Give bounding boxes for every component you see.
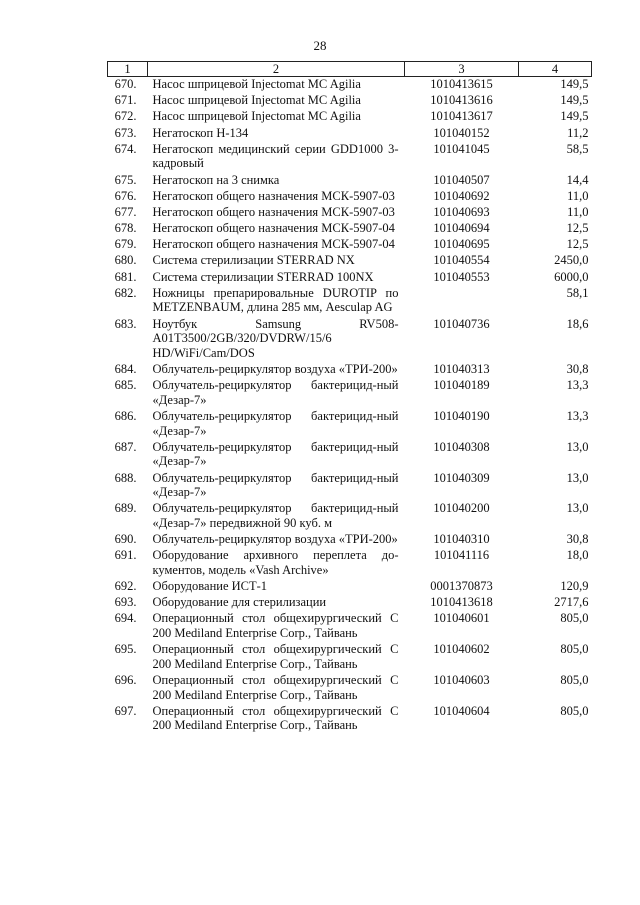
row-number: 697. bbox=[114, 703, 137, 718]
row-number: 686. bbox=[114, 408, 137, 423]
item-name: Насос шприцевой Injectomat MC Agilia bbox=[152, 93, 361, 108]
inventory-code: 101040553 bbox=[433, 269, 490, 284]
item-name: Облучатель-рециркулятор воздуха «ТРИ-200» bbox=[152, 532, 398, 547]
table-row bbox=[108, 673, 592, 704]
table-row bbox=[108, 270, 592, 286]
table-row bbox=[108, 579, 592, 595]
item-name: Операционный стол общехирургический С 200 Mediland Enterprise Corp., Тайвань bbox=[152, 703, 399, 733]
item-name: Оборудование архивного переплета до-кументов, модель «Vash Archive» bbox=[152, 548, 399, 577]
inventory-code: 101040554 bbox=[433, 253, 490, 268]
row-number: 694. bbox=[114, 611, 137, 626]
item-value: 12,5 bbox=[566, 237, 589, 252]
table-row bbox=[108, 362, 592, 378]
table-row bbox=[108, 532, 592, 548]
item-name: Негатоскоп на 3 снимка bbox=[152, 172, 280, 187]
item-name: Операционный стол общехирургический С 200 Mediland Enterprise Corp., Тайвань bbox=[152, 611, 399, 641]
table-row bbox=[108, 93, 592, 109]
table-row bbox=[108, 237, 592, 253]
item-value: 18,6 bbox=[566, 316, 589, 331]
row-number: 693. bbox=[114, 595, 137, 610]
item-name: Ножницы препарировальные DUROTIP по METZENBAUM, длина 285 мм, Aesculap AG bbox=[152, 285, 399, 315]
inventory-code: 101040152 bbox=[433, 125, 490, 140]
inventory-code: 101040736 bbox=[433, 316, 490, 331]
item-value: 13,0 bbox=[566, 439, 589, 454]
item-name: Система стерилизации STERRAD 100NX bbox=[152, 269, 374, 284]
inventory-code: 101040601 bbox=[433, 611, 490, 626]
item-value: 58,1 bbox=[566, 285, 589, 300]
equipment-table bbox=[107, 61, 592, 735]
item-name: Операционный стол общехирургический С 200 Mediland Enterprise Corp., Тайвань bbox=[152, 642, 399, 671]
item-value: 58,5 bbox=[566, 141, 589, 156]
item-value: 11,0 bbox=[567, 188, 589, 203]
item-name: Оборудование для стерилизации bbox=[152, 595, 327, 610]
item-value: 14,4 bbox=[566, 172, 589, 187]
row-number: 676. bbox=[114, 188, 137, 203]
item-value: 805,0 bbox=[560, 642, 589, 657]
row-number: 682. bbox=[114, 285, 137, 300]
item-name: Система стерилизации STERRAD NX bbox=[152, 253, 355, 268]
item-value: 11,0 bbox=[567, 204, 589, 219]
item-name: Негатоскоп общего назначения МСК-5907-03 bbox=[152, 204, 395, 219]
item-name: Насос шприцевой Injectomat MC Agilia bbox=[152, 77, 361, 91]
row-number: 681. bbox=[114, 269, 137, 284]
inventory-code: 101040309 bbox=[433, 470, 490, 485]
table-row bbox=[108, 286, 592, 317]
row-number: 678. bbox=[114, 221, 137, 236]
item-value: 11,2 bbox=[567, 125, 589, 140]
table-row bbox=[108, 77, 592, 94]
item-name: Облучатель-рециркулятор бактерицид-ный «Дезар-7» bbox=[152, 378, 399, 407]
item-value: 13,0 bbox=[566, 470, 589, 485]
table-row bbox=[108, 471, 592, 502]
row-number: 679. bbox=[114, 237, 137, 252]
item-value: 805,0 bbox=[560, 673, 589, 687]
page-number: 28 bbox=[313, 38, 327, 53]
item-value: 2450,0 bbox=[554, 253, 589, 268]
inventory-code: 101040189 bbox=[433, 378, 490, 393]
item-value: 13,3 bbox=[566, 408, 589, 423]
item-name: Операционный стол общехирургический С 200 Mediland Enterprise Corp., Тайвань bbox=[152, 673, 399, 702]
item-value: 12,5 bbox=[566, 221, 589, 236]
inventory-code: 101040507 bbox=[433, 172, 490, 187]
row-number: 688. bbox=[114, 470, 137, 485]
table-row bbox=[108, 189, 592, 205]
item-value: 2717,6 bbox=[554, 595, 589, 610]
row-number: 673. bbox=[114, 125, 137, 140]
table-row bbox=[108, 142, 592, 173]
item-value: 149,5 bbox=[560, 77, 589, 91]
inventory-code: 101040695 bbox=[433, 237, 490, 252]
row-number: 670. bbox=[114, 77, 137, 91]
inventory-code: 101040308 bbox=[433, 439, 490, 454]
item-name: Облучатель-рециркулятор бактерицид-ный «Дезар-7» bbox=[152, 439, 399, 469]
table-row bbox=[108, 253, 592, 269]
row-number: 690. bbox=[114, 532, 137, 547]
inventory-code: 101040603 bbox=[433, 673, 490, 687]
column-header-2: 2 bbox=[148, 62, 405, 77]
inventory-code: 101040693 bbox=[433, 204, 490, 219]
table-header bbox=[108, 62, 592, 77]
table-row bbox=[108, 378, 592, 409]
row-number: 671. bbox=[114, 93, 137, 108]
table-row bbox=[108, 704, 592, 735]
item-value: 805,0 bbox=[560, 703, 589, 718]
item-value: 149,5 bbox=[560, 93, 589, 108]
item-name: Облучатель-рециркулятор бактерицид-ный «Дезар-7» bbox=[152, 408, 399, 438]
item-value: 805,0 bbox=[560, 611, 589, 626]
table-row bbox=[108, 611, 592, 642]
inventory-code: 101040310 bbox=[433, 532, 490, 547]
item-value: 13,0 bbox=[566, 501, 589, 516]
table-row bbox=[108, 205, 592, 221]
item-name: Негатоскоп Н-134 bbox=[152, 125, 249, 140]
table-row bbox=[108, 109, 592, 125]
item-name: Насос шприцевой Injectomat MC Agilia bbox=[152, 109, 361, 124]
item-value: 120,9 bbox=[560, 579, 589, 594]
inventory-code: 101040190 bbox=[433, 408, 490, 423]
column-header-1: 1 bbox=[108, 62, 148, 77]
column-header-4: 4 bbox=[519, 62, 592, 77]
row-number: 687. bbox=[114, 439, 137, 454]
item-name: Облучатель-рециркулятор бактерицид-ный «Дезар-7» bbox=[152, 470, 399, 500]
item-name: Ноутбук Samsung RV508-A01T3500/2GB/320/DVDRW/15/6 HD/WiFi/Cam/DOS bbox=[152, 316, 399, 360]
row-number: 672. bbox=[114, 109, 137, 124]
table-row bbox=[108, 126, 592, 142]
item-name: Облучатель-рециркулятор бактерицид-ный «Дезар-7» передвижной 90 куб. м bbox=[152, 501, 399, 530]
table-body bbox=[108, 77, 592, 735]
inventory-code: 101040694 bbox=[433, 221, 490, 236]
item-value: 6000,0 bbox=[554, 269, 589, 284]
inventory-code: 101040692 bbox=[433, 188, 490, 203]
item-name: Оборудование ИСТ-1 bbox=[152, 579, 268, 594]
item-name: Негатоскоп общего назначения МСК-5907-04 bbox=[152, 237, 395, 252]
inventory-code: 101040602 bbox=[433, 642, 490, 657]
table-row bbox=[108, 595, 592, 611]
table-row bbox=[108, 173, 592, 189]
table-row bbox=[108, 548, 592, 579]
inventory-code: 101041116 bbox=[433, 548, 490, 563]
row-number: 692. bbox=[114, 579, 137, 594]
row-number: 685. bbox=[114, 378, 137, 393]
inventory-code: 1010413615 bbox=[430, 77, 493, 91]
item-name: Облучатель-рециркулятор воздуха «ТРИ-200» bbox=[152, 362, 398, 376]
row-number: 680. bbox=[114, 253, 137, 268]
item-value: 30,8 bbox=[566, 532, 589, 547]
row-number: 689. bbox=[114, 501, 137, 516]
item-value: 149,5 bbox=[560, 109, 589, 124]
table-row bbox=[108, 317, 592, 362]
row-number: 675. bbox=[114, 172, 137, 187]
row-number: 684. bbox=[114, 362, 137, 376]
inventory-code bbox=[405, 286, 519, 317]
item-value: 13,3 bbox=[566, 378, 589, 393]
table-row bbox=[108, 440, 592, 471]
inventory-code: 101040604 bbox=[433, 703, 490, 718]
inventory-code: 101040313 bbox=[433, 362, 490, 376]
table-row bbox=[108, 501, 592, 532]
row-number: 683. bbox=[114, 316, 137, 331]
inventory-code: 1010413618 bbox=[430, 595, 493, 610]
item-name: Негатоскоп медицинский серии GDD1000 3-кадровый bbox=[152, 141, 399, 171]
inventory-code: 101040200 bbox=[433, 501, 490, 516]
table-row bbox=[108, 221, 592, 237]
row-number: 695. bbox=[114, 642, 137, 657]
item-name: Негатоскоп общего назначения МСК-5907-03 bbox=[152, 188, 395, 203]
item-value: 18,0 bbox=[566, 548, 589, 563]
inventory-code: 1010413616 bbox=[430, 93, 493, 108]
inventory-code: 0001370873 bbox=[430, 579, 493, 594]
table-row bbox=[108, 409, 592, 440]
inventory-code: 101041045 bbox=[433, 141, 490, 156]
row-number: 691. bbox=[114, 548, 137, 563]
inventory-code: 1010413617 bbox=[430, 109, 493, 124]
item-value: 30,8 bbox=[566, 362, 589, 376]
item-name: Негатоскоп общего назначения МСК-5907-04 bbox=[152, 221, 395, 236]
row-number: 696. bbox=[114, 673, 137, 687]
row-number: 674. bbox=[114, 141, 137, 156]
row-number: 677. bbox=[114, 204, 137, 219]
table-row bbox=[108, 642, 592, 673]
column-header-3: 3 bbox=[405, 62, 519, 77]
